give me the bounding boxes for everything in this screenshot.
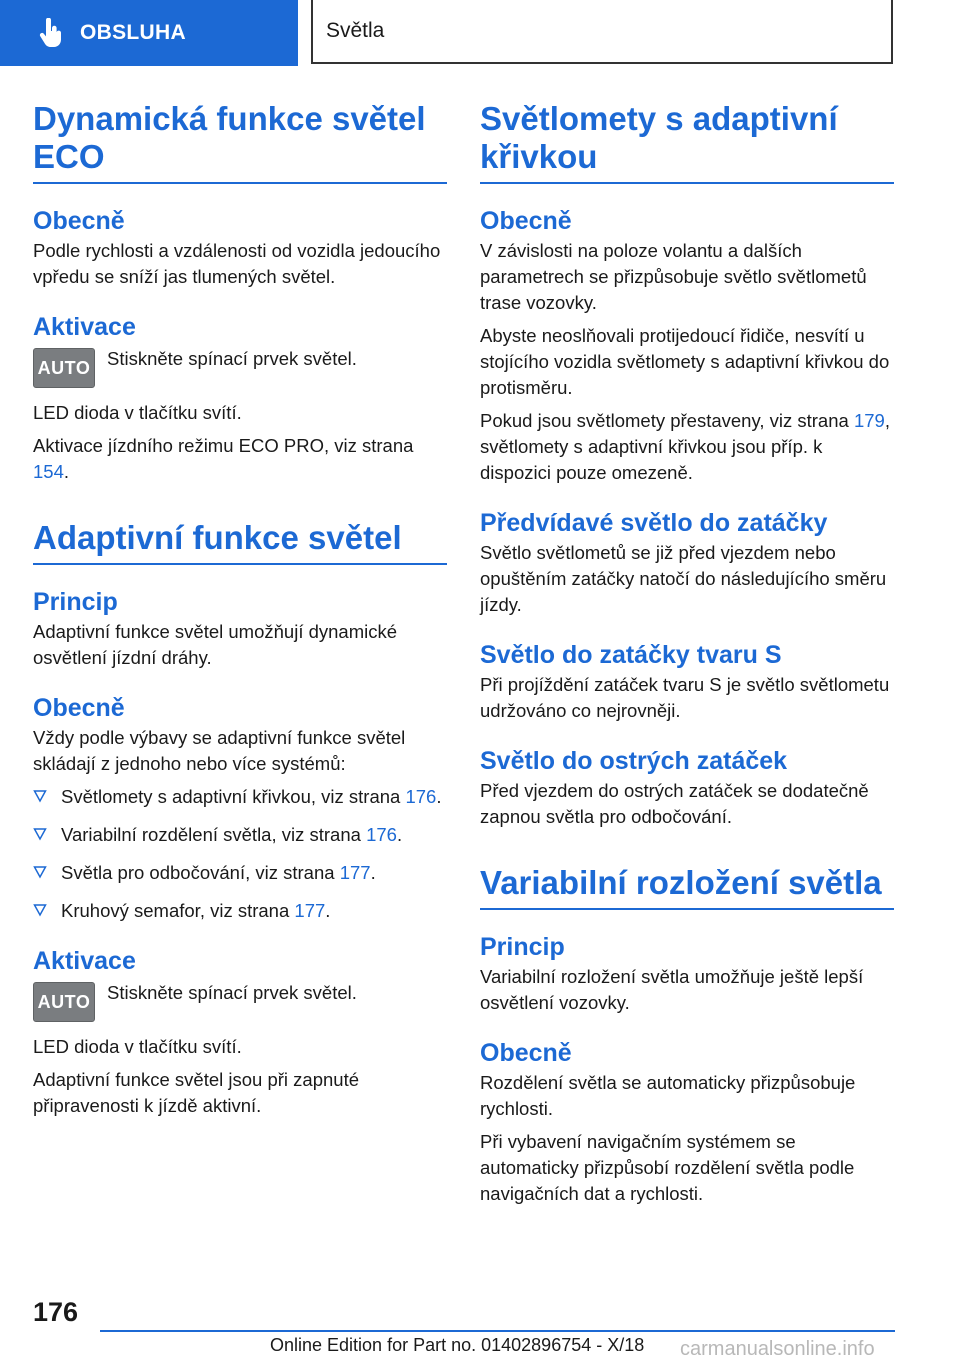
- page-link-154[interactable]: 154: [33, 461, 64, 482]
- page-link[interactable]: 176: [405, 786, 437, 807]
- list-item: Variabilní rozdělení světla, viz strana 176.: [33, 822, 447, 848]
- heading-general-curve: Obecně: [480, 207, 572, 235]
- text-curve-p2: Abyste neoslňovali protijedoucí řidiče, nesvítí u stojícího vozidla světlomety s adaptivní křivkou do protisměru.: [480, 325, 890, 398]
- heading-activation-adaptive: Aktivace: [33, 947, 136, 975]
- text-curve-p1: V závislosti na poloze volantu a dalších parametrech se přizpůsobuje světlo světlometů trase vozovky.: [480, 240, 867, 313]
- text-general-adaptive: Vždy podle výbavy se adaptivní funkce světel skládají z jednoho nebo více systémů:: [33, 727, 406, 774]
- page-link[interactable]: 177: [339, 862, 371, 883]
- watermark: carmanualsonline.info: [680, 1338, 875, 1360]
- heading-activation-eco: Aktivace: [33, 313, 136, 341]
- heading-principle-adaptive: Princip: [33, 588, 118, 616]
- text-sharp-curve-light: Před vjezdem do ostrých zatáček se dodatečně zapnou světla pro odbočování.: [480, 780, 869, 827]
- text-curve-p3: Pokud jsou světlomety přestaveny, viz strana 179, světlomety s adaptivní křivkou jsou příp. k dispozici pouze omezeně.: [480, 410, 890, 483]
- section-title-variable-light: Variabilní rozložení světla: [480, 864, 894, 910]
- list-item: Světlomety s adaptivní křivkou, viz strana 176.: [33, 784, 447, 810]
- heading-sharp-curve-light: Světlo do ostrých zatáček: [480, 747, 788, 775]
- left-column: [33, 100, 447, 1126]
- list-item: Kruhový semafor, viz strana 177.: [33, 898, 447, 924]
- triangle-bullet-icon: [33, 903, 47, 917]
- page-link[interactable]: 176: [366, 824, 397, 845]
- text-general-eco: Podle rychlosti a vzdálenosti od vozidla jedoucího vpředu se sníží jas tlumených světel.: [33, 240, 441, 287]
- heading-principle-variable: Princip: [480, 933, 565, 961]
- section-title-eco: Dynamická funkce světel ECO: [33, 100, 447, 184]
- text-press-switch: Stiskněte spínací prvek světel.: [107, 348, 357, 369]
- auto-button-row: [33, 348, 447, 388]
- text-s-curve-light: Při projíždění zatáček tvaru S je světlo světlometu udržováno co nejrovněji.: [480, 674, 890, 721]
- page-number: 176: [33, 1297, 79, 1327]
- top-bar: [0, 0, 960, 66]
- heading-s-curve-light: Světlo do zatáčky tvaru S: [480, 641, 782, 669]
- page-link-179[interactable]: 179: [853, 410, 885, 431]
- text-principle-adaptive: Adaptivní funkce světel umožňují dynamické osvětlení jízdní dráhy.: [33, 621, 398, 668]
- heading-general-variable: Obecně: [480, 1039, 572, 1067]
- section-title-adaptive-curve: Světlomety s adaptivní křivkou: [480, 100, 894, 184]
- heading-general-eco: Obecně: [33, 207, 125, 235]
- text-variable-p2: Při vybavení navigačním systémem se automaticky přizpůsobí rozdělení světla podle navigačních dat a rychlosti.: [480, 1131, 855, 1204]
- text-led-on: LED dioda v tlačítku svítí.: [33, 402, 242, 423]
- auto-button-icon: AUTO: [33, 348, 95, 388]
- text-variable-p1: Rozdělení světla se automaticky přizpůsobuje rychlosti.: [480, 1072, 856, 1119]
- footer-divider: [100, 1330, 895, 1332]
- systems-list: [33, 784, 447, 924]
- text-principle-variable: Variabilní rozložení světla umožňuje ještě lepší osvětlení vozovky.: [480, 966, 864, 1013]
- auto-button-icon: AUTO: [33, 982, 95, 1022]
- heading-predictive-light: Předvídavé světlo do zatáčky: [480, 509, 828, 537]
- text-eco-pro: Aktivace jízdního režimu ECO PRO, viz strana 154.: [33, 435, 414, 482]
- triangle-bullet-icon: [33, 789, 47, 803]
- text-predictive-light: Světlo světlometů se již před vjezdem nebo opuštěním zatáčky natočí do následujícího směru jízdy.: [480, 542, 887, 615]
- section-title-adaptive: Adaptivní funkce světel: [33, 519, 447, 565]
- heading-general-adaptive: Obecně: [33, 694, 125, 722]
- text-ready-active: Adaptivní funkce světel jsou při zapnuté připravenosti k jízdě aktivní.: [33, 1069, 359, 1116]
- triangle-bullet-icon: [33, 827, 47, 841]
- chapter-tab[interactable]: [0, 0, 298, 66]
- triangle-bullet-icon: [33, 865, 47, 879]
- hand-pointer-icon: [38, 18, 64, 48]
- section-tab[interactable]: [311, 0, 893, 64]
- auto-button-row: [33, 982, 447, 1022]
- edition-text: Online Edition for Part no. 01402896754 - X/18: [270, 1335, 645, 1355]
- section-label: Světla: [326, 19, 385, 42]
- text-press-switch: Stiskněte spínací prvek světel.: [107, 982, 357, 1003]
- chapter-label: OBSLUHA: [80, 21, 186, 44]
- list-item: Světla pro odbočování, viz strana 177.: [33, 860, 447, 886]
- page-link[interactable]: 177: [294, 900, 326, 921]
- right-column: [480, 100, 894, 1214]
- text-led-on: LED dioda v tlačítku svítí.: [33, 1036, 242, 1057]
